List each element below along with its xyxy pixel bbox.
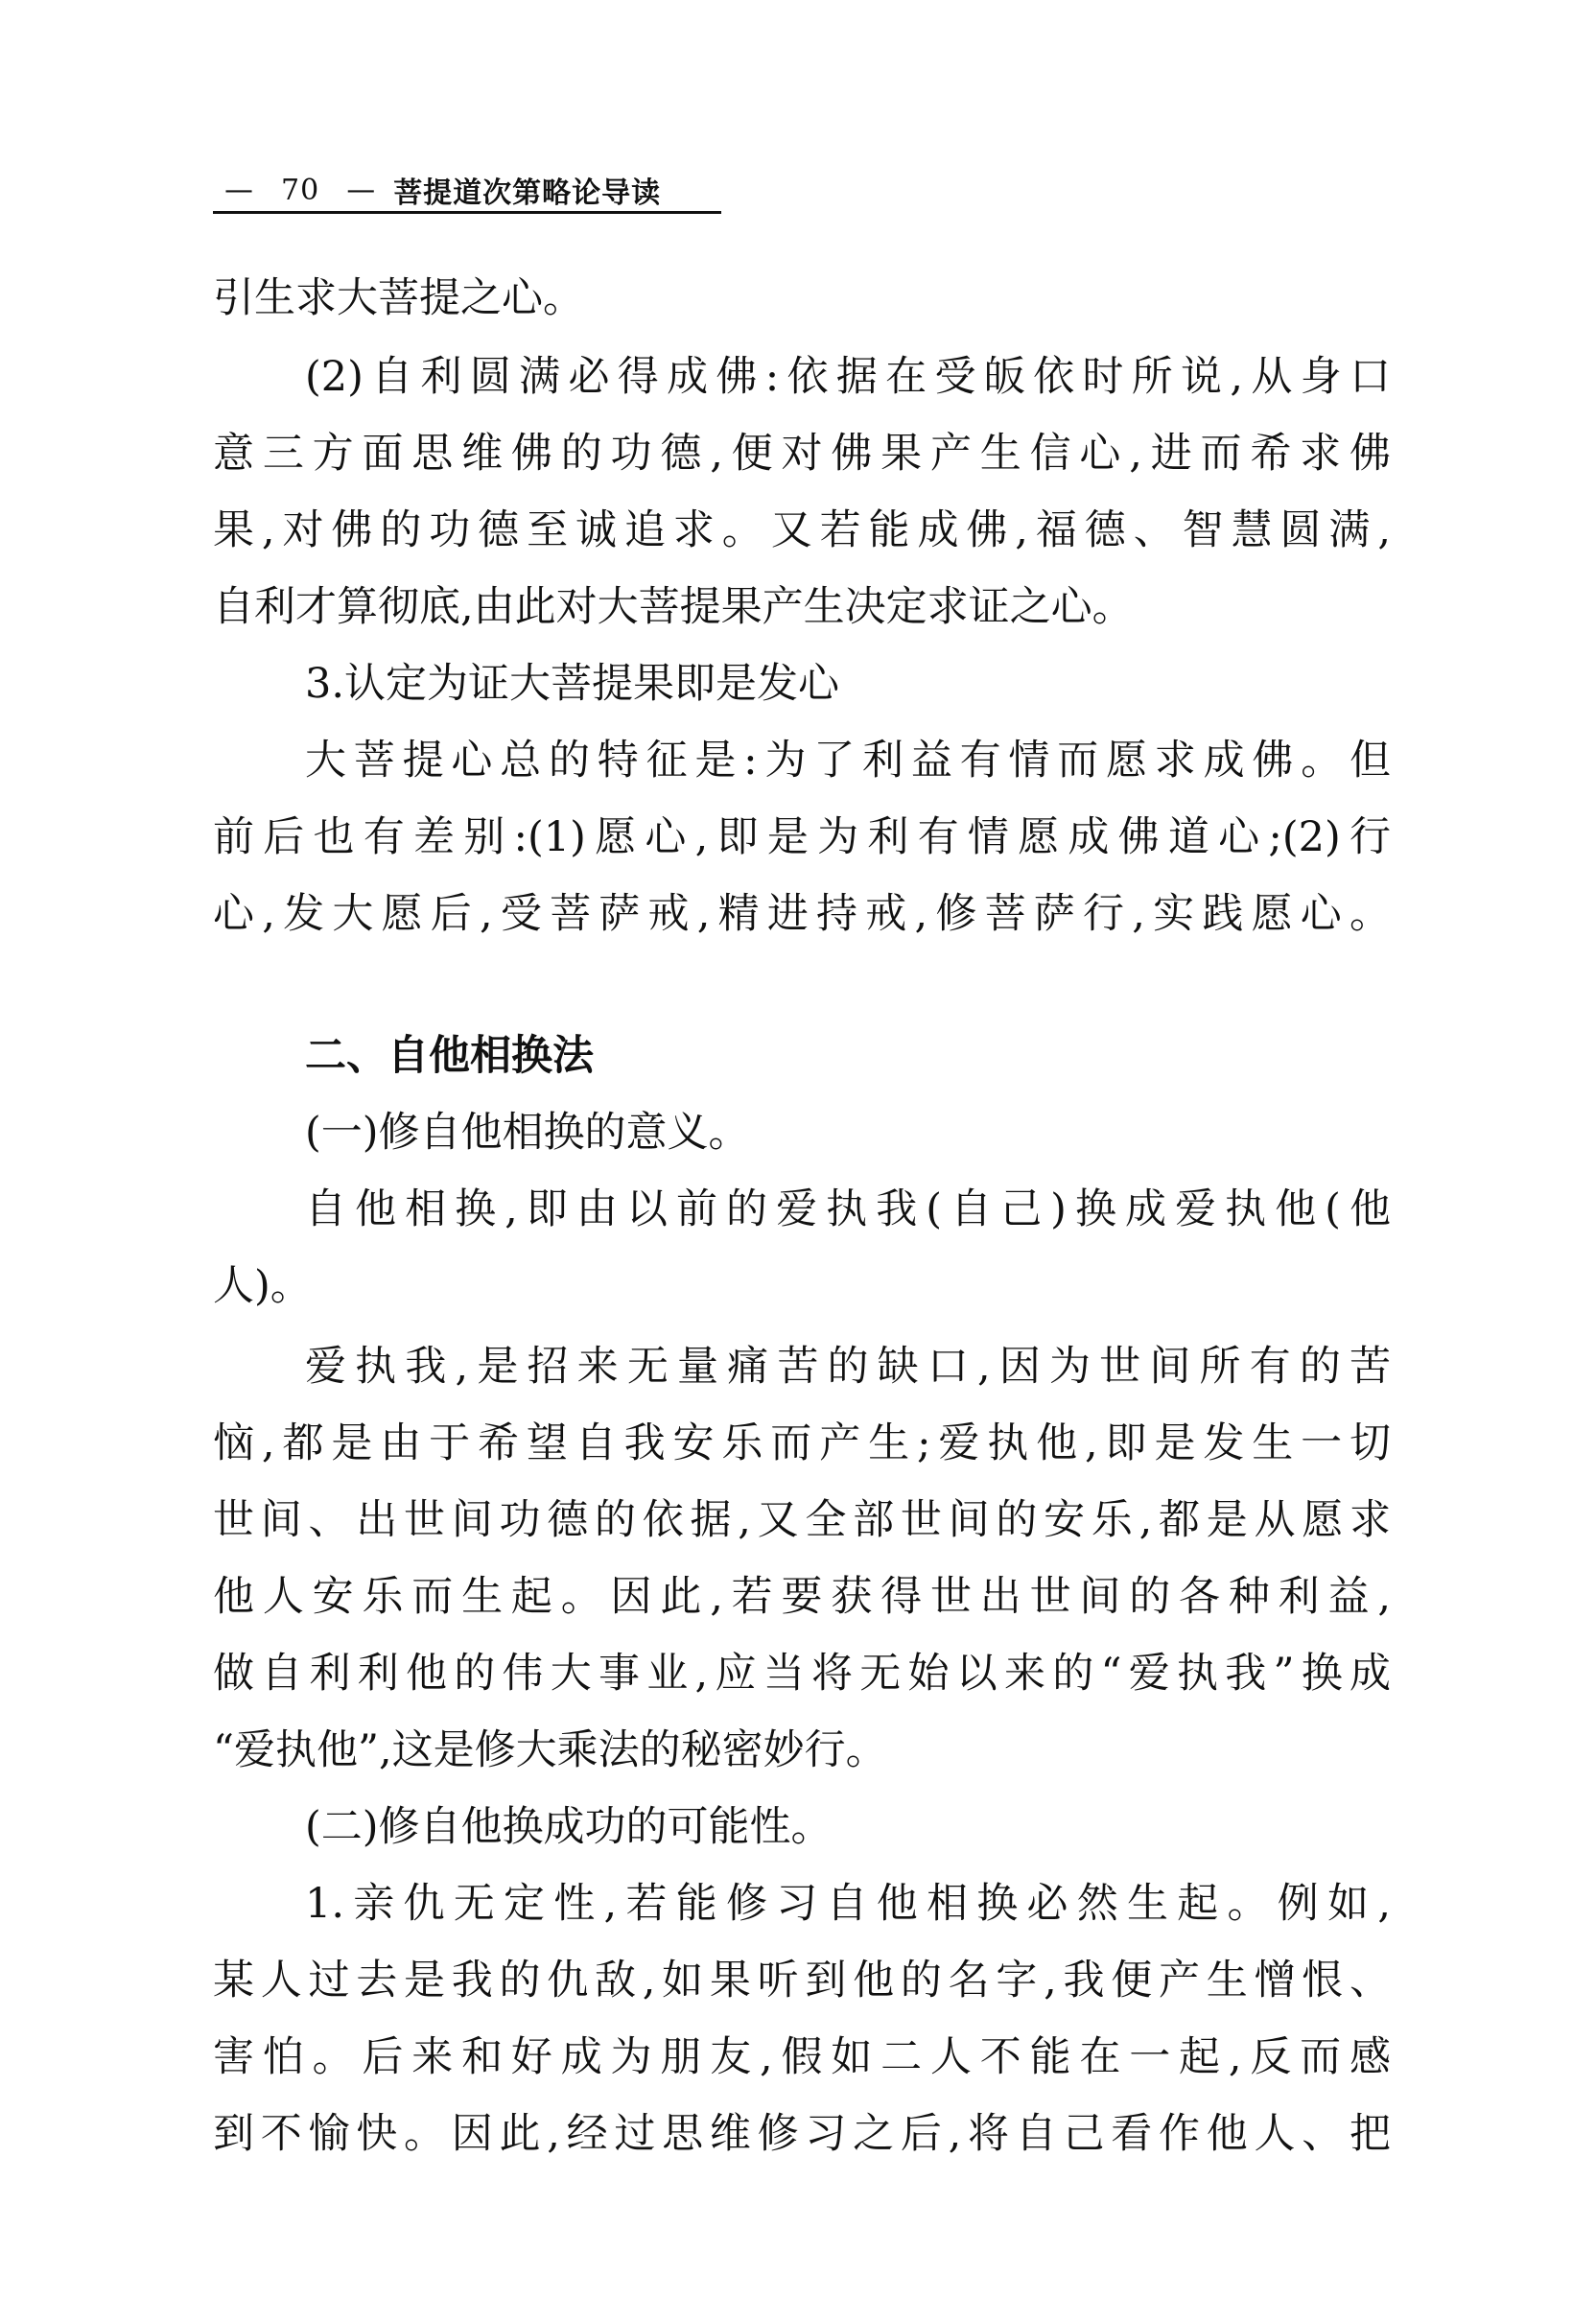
- paragraph-line: 前后也有差别:(1)愿心,即是为利有情愿成佛道心;(2)行: [213, 813, 1391, 861]
- paragraph-line: 他人安乐而生起。因此,若要获得世出世间的各种利益,: [213, 1573, 1391, 1621]
- header-dash-left: —: [224, 173, 254, 207]
- running-header: [213, 169, 721, 214]
- paragraph-line: 1.亲仇无定性,若能修习自他相换必然生起。例如,: [305, 1880, 1391, 1928]
- paragraph-line: (2)自利圆满必得成佛:依据在受皈依时所说,从身口: [305, 353, 1391, 401]
- paragraph-line: 某人过去是我的仇敌,如果听到他的名字,我便产生憎恨、: [213, 1957, 1391, 2005]
- subheading: (二)修自他换成功的可能性。: [305, 1803, 833, 1851]
- paragraph-line: 到不愉快。因此,经过思维修习之后,将自己看作他人、把: [213, 2110, 1391, 2158]
- paragraph-line: 自他相换,即由以前的爱执我(自己)换成爱执他(他: [305, 1185, 1391, 1233]
- paragraph-line: 爱执我,是招来无量痛苦的缺口,因为世间所有的苦: [305, 1343, 1391, 1391]
- subheading: 3.认定为证大菩提果即是发心: [305, 660, 840, 708]
- paragraph-line: 人)。: [213, 1262, 312, 1310]
- page-number: 70: [281, 173, 320, 207]
- paragraph-line: “爱执他”,这是修大乘法的秘密妙行。: [213, 1726, 887, 1774]
- paragraph-line: 大菩提心总的特征是:为了利益有情而愿求成佛。但: [305, 737, 1391, 785]
- paragraph-line: 世间、出世间功德的依据,又全部世间的安乐,都是从愿求: [213, 1496, 1391, 1544]
- paragraph-line: 引生求大菩提之心。: [213, 274, 584, 322]
- paragraph-line: 做自利利他的伟大事业,应当将无始以来的“爱执我”换成: [213, 1650, 1391, 1698]
- paragraph-line: 意三方面思维佛的功德,便对佛果产生信心,进而希求佛: [213, 430, 1391, 478]
- subheading: (一)修自他相换的意义。: [305, 1109, 750, 1157]
- paragraph-line: 心,发大愿后,受菩萨戒,精进持戒,修菩萨行,实践愿心。: [213, 890, 1391, 938]
- section-heading: 二、自他相换法: [305, 1032, 594, 1080]
- header-dash-right: —: [346, 173, 377, 207]
- paragraph-line: 果,对佛的功德至诚追求。又若能成佛,福德、智慧圆满,: [213, 506, 1391, 554]
- paragraph-line: 自利才算彻底,由此对大菩提果产生决定求证之心。: [213, 583, 1134, 631]
- book-title: 菩提道次第略论导读: [393, 176, 662, 210]
- paragraph-line: 害怕。后来和好成为朋友,假如二人不能在一起,反而感: [213, 2033, 1391, 2081]
- paragraph-line: 恼,都是由于希望自我安乐而产生;爱执他,即是发生一切: [213, 1419, 1391, 1467]
